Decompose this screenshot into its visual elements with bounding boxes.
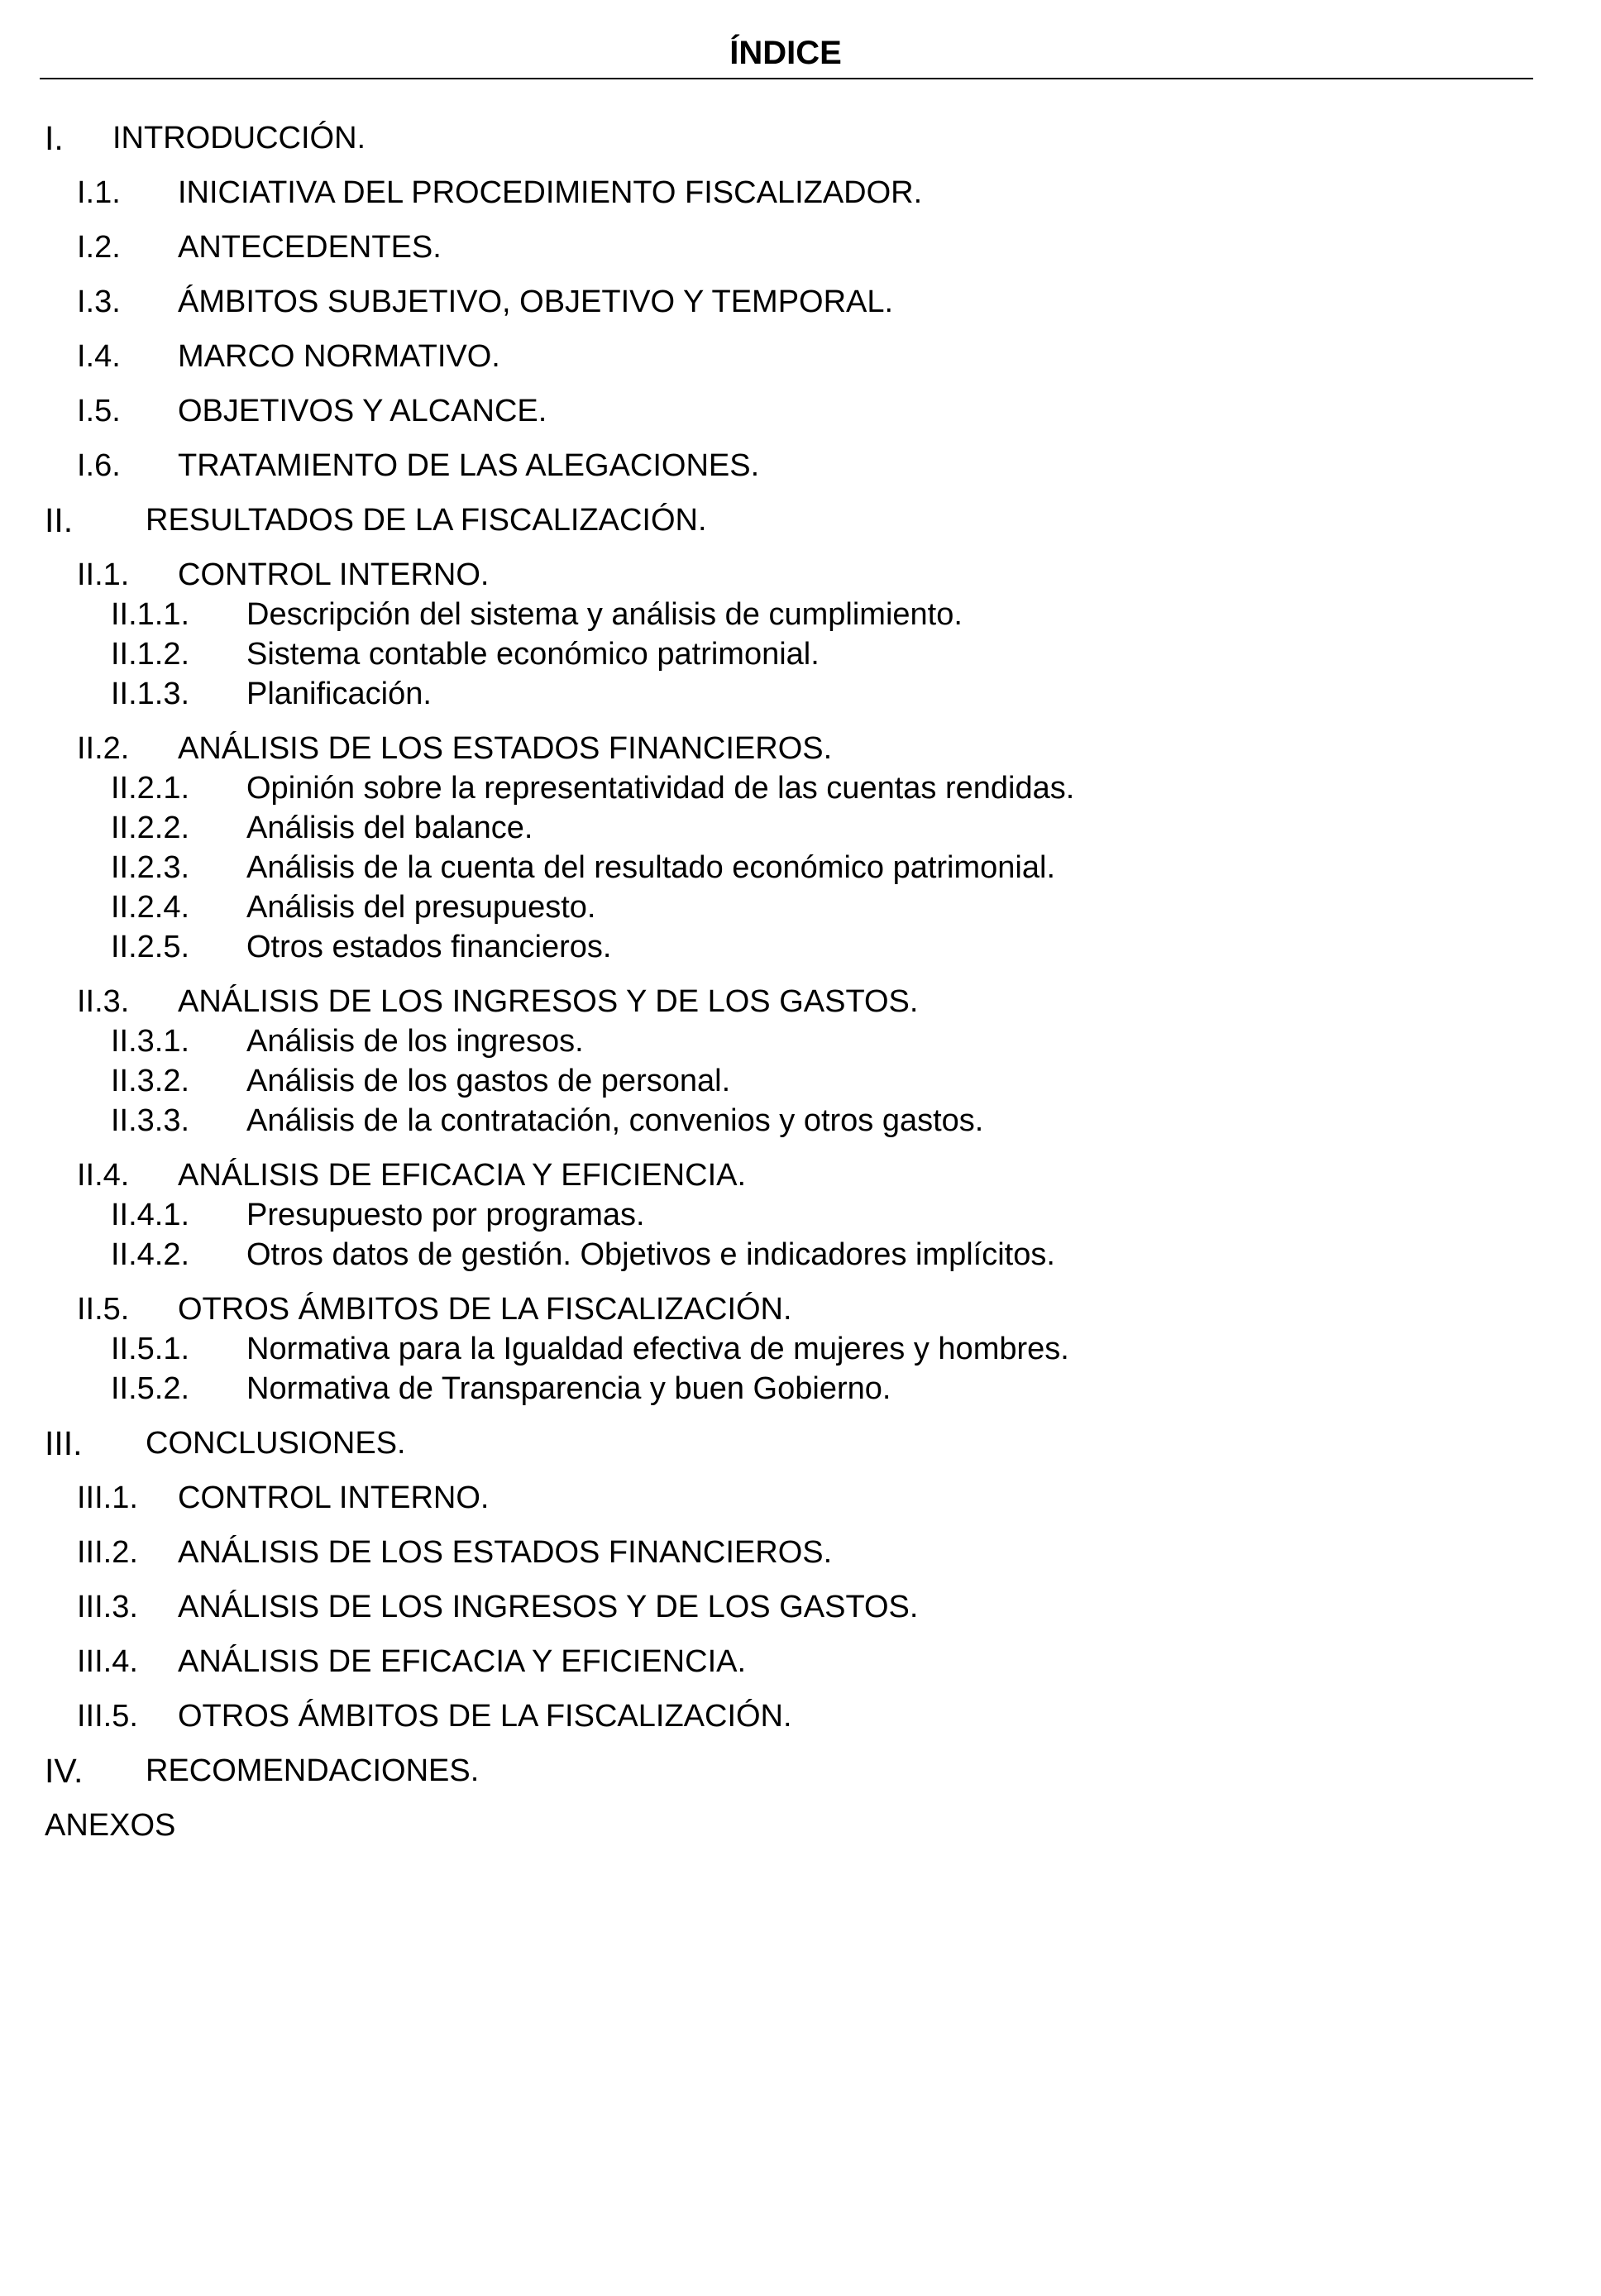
toc-entry-number: II.2. — [77, 731, 130, 766]
toc-entry-number: I.1. — [77, 175, 121, 210]
toc-entry-level3[interactable] — [111, 635, 1489, 673]
toc-entry-level1[interactable] — [45, 119, 1489, 157]
toc-entry-number: III. — [45, 1424, 83, 1462]
toc-entry-number: IV. — [45, 1752, 84, 1790]
toc-entry-title: Otros datos de gestión. Objetivos e indicadores implícitos. — [246, 1237, 1055, 1272]
toc-entry-title: Normativa para la Igualdad efectiva de mujeres y hombres. — [246, 1332, 1069, 1366]
toc-entry-title: ANÁLISIS DE LOS INGRESOS Y DE LOS GASTOS. — [178, 1590, 919, 1624]
toc-entry-level3[interactable] — [111, 1102, 1489, 1140]
toc-entry-number: II.1.2. — [111, 637, 190, 672]
toc-entry-title: ÁMBITOS SUBJETIVO, OBJETIVO Y TEMPORAL. — [178, 285, 894, 319]
toc-entry-number: II.4. — [77, 1158, 130, 1193]
toc-entry-title: ANTECEDENTES. — [178, 230, 442, 265]
toc-entry-number: II.2.4. — [111, 890, 190, 925]
toc-entry-title: ANÁLISIS DE EFICACIA Y EFICIENCIA. — [178, 1644, 747, 1679]
toc-entry-title: Análisis de la contratación, convenios y otros gastos. — [246, 1103, 984, 1138]
toc-entry-number: II.4.1. — [111, 1198, 190, 1232]
toc-entry-level2[interactable] — [77, 174, 1489, 212]
toc-entry-number: II. — [45, 501, 74, 539]
toc-entry-number: II.3.2. — [111, 1064, 190, 1098]
toc-entry-level3[interactable] — [111, 1196, 1489, 1234]
toc-entry-number: II.1.1. — [111, 597, 190, 632]
toc-entry-level2[interactable] — [77, 1533, 1489, 1571]
toc-entry-title: Análisis de los ingresos. — [246, 1024, 584, 1059]
toc-entry-title: ANEXOS — [45, 1808, 176, 1843]
toc-entry-title: Análisis del balance. — [246, 811, 533, 845]
toc-entry-title: Normativa de Transparencia y buen Gobierno. — [246, 1371, 891, 1406]
toc-entry-level3[interactable] — [111, 596, 1489, 634]
toc-entry-number: II.2.2. — [111, 811, 190, 845]
toc-entry-title: INTRODUCCIÓN. — [112, 121, 366, 155]
toc-entry-title: MARCO NORMATIVO. — [178, 339, 500, 374]
toc-entry-title: Presupuesto por programas. — [246, 1198, 645, 1232]
toc-entry-level2[interactable] — [77, 1479, 1489, 1517]
toc-entry-title: OTROS ÁMBITOS DE LA FISCALIZACIÓN. — [178, 1699, 792, 1734]
toc-entry-title: ANÁLISIS DE EFICACIA Y EFICIENCIA. — [178, 1158, 747, 1193]
toc-entry-number: I. — [45, 119, 64, 157]
toc-entry-number: III.3. — [77, 1590, 138, 1624]
toc-entry-number: II.2.1. — [111, 771, 190, 806]
toc-entry-level3[interactable] — [111, 888, 1489, 926]
toc-entry-title: Sistema contable económico patrimonial. — [246, 637, 820, 672]
toc-entry-title: Otros estados financieros. — [246, 930, 612, 964]
toc-entry-level2[interactable] — [77, 447, 1489, 485]
toc-entry-level3[interactable] — [111, 1330, 1489, 1368]
toc-entry-number: I.2. — [77, 230, 121, 265]
toc-entry-title: OBJETIVOS Y ALCANCE. — [178, 394, 547, 428]
toc-entry-level2[interactable] — [77, 283, 1489, 321]
toc-entry-level1[interactable] — [45, 1752, 1489, 1790]
toc-entry-number: II.2.5. — [111, 930, 190, 964]
toc-entry-level2[interactable] — [77, 1290, 1489, 1328]
toc-entry-title: TRATAMIENTO DE LAS ALEGACIONES. — [178, 448, 760, 483]
toc-entry-title: Planificación. — [246, 677, 432, 711]
toc-entry-number: I.6. — [77, 448, 121, 483]
toc-entry-number: II.1. — [77, 557, 130, 592]
toc-entry-title: Opinión sobre la representatividad de las cuentas rendidas. — [246, 771, 1075, 806]
toc-entry-title: INICIATIVA DEL PROCEDIMIENTO FISCALIZADOR. — [178, 175, 923, 210]
toc-entry-number: I.4. — [77, 339, 121, 374]
toc-entry-level3[interactable] — [111, 1370, 1489, 1408]
toc-entry-level2[interactable] — [77, 1643, 1489, 1681]
toc-entry-number: I.5. — [77, 394, 121, 428]
toc-entry-title: OTROS ÁMBITOS DE LA FISCALIZACIÓN. — [178, 1292, 792, 1327]
toc-entry-title: Descripción del sistema y análisis de cumplimiento. — [246, 597, 963, 632]
toc-entry-number: II.3. — [77, 984, 130, 1019]
toc-entry-number: II.5.1. — [111, 1332, 190, 1366]
toc-entry-level2[interactable] — [77, 392, 1489, 430]
page-title: ÍNDICE — [729, 35, 842, 71]
toc-entry-title: CONTROL INTERNO. — [178, 1480, 490, 1515]
toc-entry-title: ANÁLISIS DE LOS INGRESOS Y DE LOS GASTOS. — [178, 984, 919, 1019]
toc-entry-number: III.5. — [77, 1699, 138, 1734]
toc-entry-level2[interactable] — [77, 228, 1489, 266]
toc-entry-level1[interactable] — [45, 1806, 1489, 1844]
toc-entry-level2[interactable] — [77, 556, 1489, 594]
toc-entry-number: II.2.3. — [111, 850, 190, 885]
toc-entry-level3[interactable] — [111, 1236, 1489, 1274]
toc-entry-title: RESULTADOS DE LA FISCALIZACIÓN. — [146, 503, 707, 538]
toc-entry-number: I.3. — [77, 285, 121, 319]
toc-entry-level3[interactable] — [111, 849, 1489, 887]
toc-entry-level2[interactable] — [77, 1697, 1489, 1735]
toc-entry-level3[interactable] — [111, 1022, 1489, 1060]
toc-entry-title: CONTROL INTERNO. — [178, 557, 490, 592]
toc-entry-level1[interactable] — [45, 1424, 1489, 1462]
toc-entry-level2[interactable] — [77, 1156, 1489, 1194]
toc-entry-level1[interactable] — [45, 501, 1489, 539]
toc-entry-number: III.1. — [77, 1480, 138, 1515]
toc-entry-title: CONCLUSIONES. — [146, 1426, 406, 1461]
toc-entry-title: Análisis de los gastos de personal. — [246, 1064, 731, 1098]
toc-entry-title: ANÁLISIS DE LOS ESTADOS FINANCIEROS. — [178, 731, 833, 766]
toc-entry-level3[interactable] — [111, 675, 1489, 713]
toc-entry-title: RECOMENDACIONES. — [146, 1753, 480, 1788]
toc-entry-number: III.4. — [77, 1644, 138, 1679]
toc-entry-level3[interactable] — [111, 1062, 1489, 1100]
toc-entry-number: II.1.3. — [111, 677, 190, 711]
toc-entry-level2[interactable] — [77, 729, 1489, 768]
toc-entry-level3[interactable] — [111, 928, 1489, 966]
toc-entry-title: Análisis del presupuesto. — [246, 890, 596, 925]
toc-entry-level3[interactable] — [111, 769, 1489, 807]
toc-entry-number: II.3.1. — [111, 1024, 190, 1059]
toc-entry-title: ANÁLISIS DE LOS ESTADOS FINANCIEROS. — [178, 1535, 833, 1570]
toc-entry-title: Análisis de la cuenta del resultado económico patrimonial. — [246, 850, 1055, 885]
toc-entry-number: II.5.2. — [111, 1371, 190, 1406]
toc-entry-number: II.4.2. — [111, 1237, 190, 1272]
toc-entry-number: II.3.3. — [111, 1103, 190, 1138]
toc-entry-number: III.2. — [77, 1535, 138, 1570]
toc-entry-level2[interactable] — [77, 337, 1489, 375]
toc-entry-level2[interactable] — [77, 983, 1489, 1021]
toc-entry-level2[interactable] — [77, 1588, 1489, 1626]
toc-entry-number: II.5. — [77, 1292, 130, 1327]
toc-entry-level3[interactable] — [111, 809, 1489, 847]
